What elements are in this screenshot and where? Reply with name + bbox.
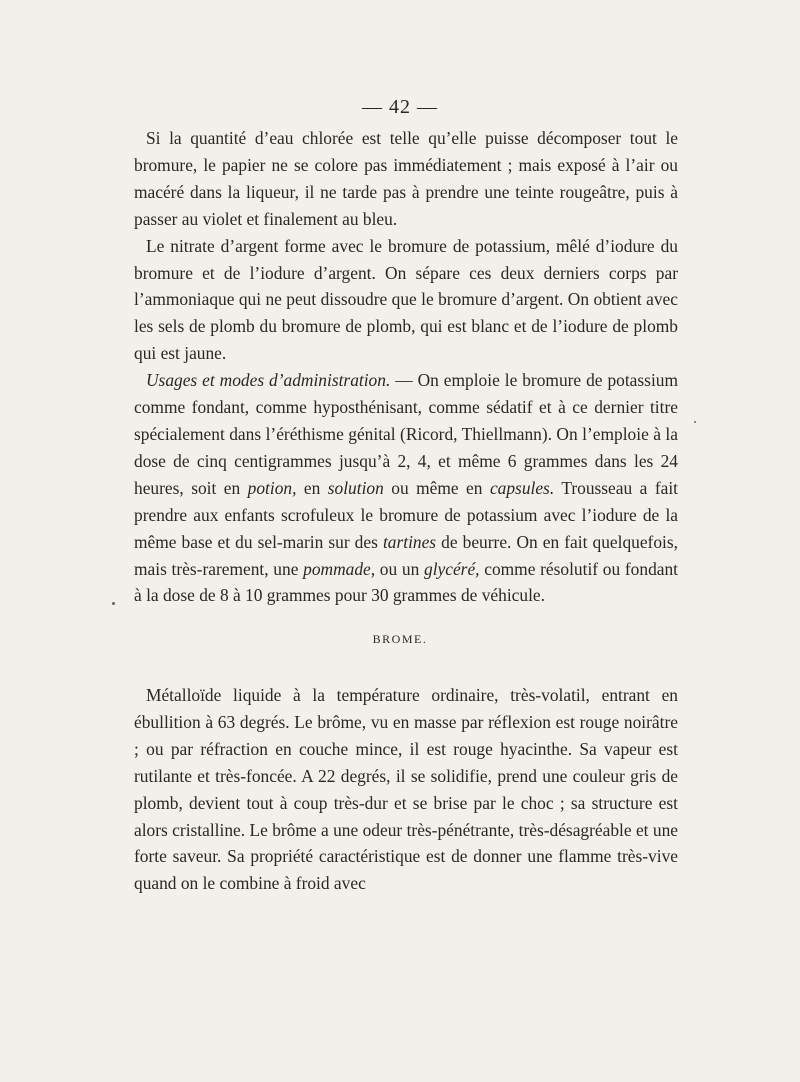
section-heading: BROME. [372,632,428,646]
text-run: Le nitrate d’argent forme avec le bromure de potassium, mêlé d’iodure du bromure et de l’iodure d’argent. On sépare ces deux derniers corps par l’ammoniaque qui ne peut dissoudre que le bromure d’argent. On obtient avec les sels de plomb du bromure de plomb, qui est blanc et de l’iodure de plomb qui est jaune. [134,235,678,364]
italic-term: Usages et modes d’administration. [146,370,391,391]
paragraph [134,233,678,368]
page-number: — 42 — [362,96,438,118]
text-run: en [296,477,328,498]
italic-term: glycéré, [424,558,480,579]
paper-speck [694,421,696,423]
text-run: — On emploie le bromure de potassium comme fondant, comme hyposthénisant, comme sédatif et à ce dernier titre spécialement dans l’éréthisme génital (Ricord, Thiellmann). On l’emploie à la dose de cinq centigrammes jusqu’à 2, 4, et même 6 grammes dans les 24 heures, soit en [134,370,678,498]
text-run: Si la quantité d’eau chlorée est telle qu’elle puisse décomposer tout le bromure, le papier ne se colore pas immédiatement ; mais exposé à l’air ou macéré dans la liqueur, il ne tarde pas à prendre une teinte rougeâtre, puis à passer au violet et finalement au bleu. [134,128,678,229]
paragraph [134,125,678,233]
italic-term: solution [327,477,384,498]
italic-term: capsules. [489,477,555,498]
text-run: ou un [375,558,424,579]
text-run: Trousseau a fait prendre aux enfants scrofuleux le bromure de potassium avec l’iodure de la même base et du sel-marin sur des [134,477,678,552]
body-text-lower [134,682,678,897]
text-run: de beurre. On en fait quelquefois, mais très-rarement, une [134,531,678,579]
text-run: Métalloïde liquide à la température ordinaire, très-volatil, entrant en ébullition à 63 degrés. Le brôme, vu en masse par réflexion est rouge noirâtre ; ou par réfraction en couche mince, il est rouge hyacinthe. Sa vapeur est rutilante et très-foncée. A 22 degrés, il se solidifie, prend une couleur gris de plomb, devient tout à coup très-dur et se brise par le choc ; sa structure est alors cristalline. Le brôme a une odeur très-pénétrante, très-désagréable et une forte saveur. Sa propriété caractéristique est de donner une flamme très-vive quand on le combine à froid avec [134,685,678,894]
body-text-upper [134,125,678,609]
italic-term: tartines [382,531,437,552]
paper-speck [112,602,115,605]
italic-term: pommade, [303,558,376,579]
paragraph [134,367,678,609]
text-run: comme résolutif ou fondant à la dose de 8 à 10 grammes pour 30 grammes de véhicule. [134,558,679,606]
italic-term: potion, [247,477,297,498]
text-run: ou même en [383,477,490,498]
paragraph [134,682,678,897]
